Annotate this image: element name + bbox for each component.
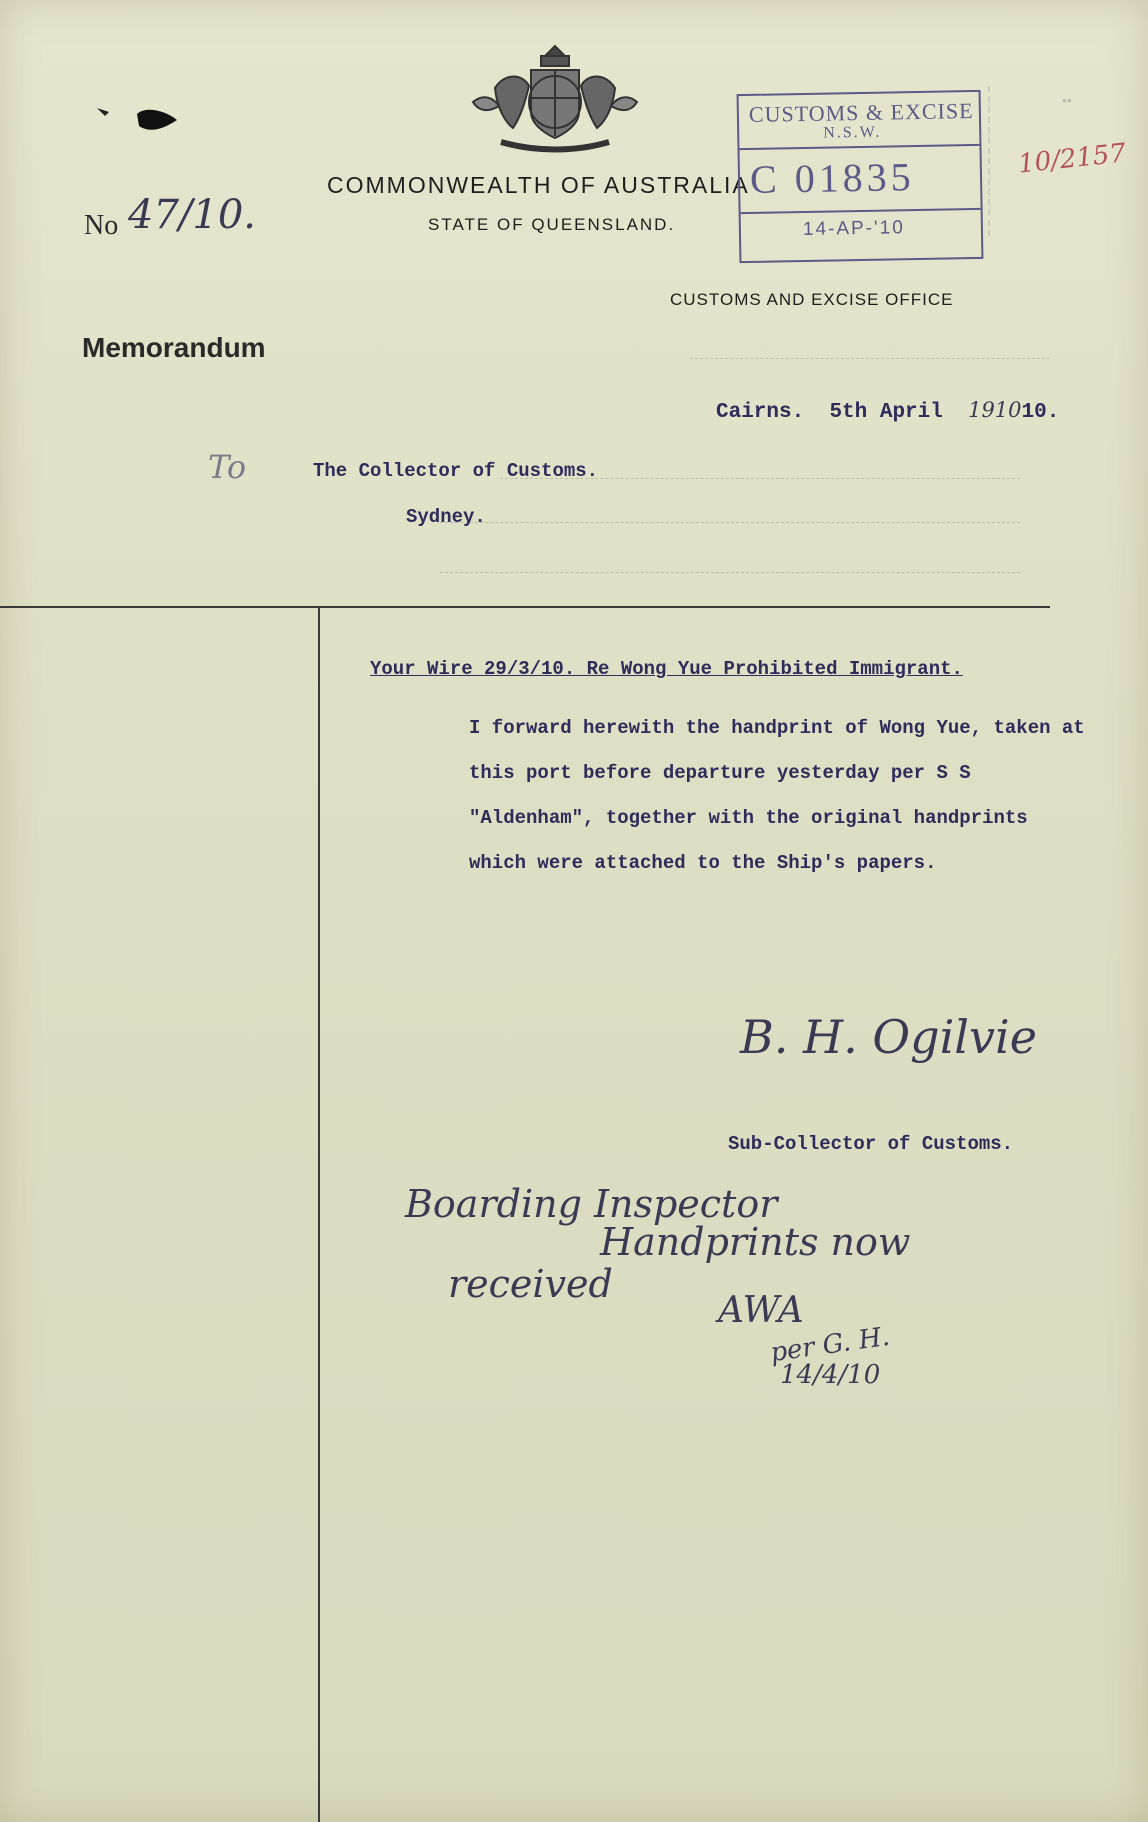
office-heading: CUSTOMS AND EXCISE OFFICE [670,290,954,309]
annotation-line-2: Handprints now [600,1220,911,1264]
date-line [716,398,1059,424]
number-label: No [84,210,119,241]
dotted-line [440,522,1020,523]
annotation-line-1: Boarding Inspector [405,1182,778,1226]
subject-line: Your Wire 29/3/10. Re Wong Yue Prohibited Immigrant. [370,658,963,680]
signature-title: Sub-Collector of Customs. [728,1133,1014,1155]
received-stamp [737,90,984,263]
margin-rule [318,606,320,1822]
royal-coat-of-arms-icon [465,42,645,157]
annotation-date: 14/4/10 [780,1360,881,1390]
annotation-initials: AWA [718,1290,804,1331]
handwritten-signature: B. H. Ogilvie [740,1010,1037,1064]
body-paragraph [334,706,1094,886]
dotted-line [690,358,1050,359]
stamp-state: N.S.W. [823,123,882,142]
annotation-line-3: received [448,1262,613,1306]
faded-stamp: •• [988,86,1140,236]
dotted-line [440,572,1020,573]
date-place: Cairns. [716,401,805,424]
stamp-divider [741,208,981,214]
memorandum-title: Memorandum [82,332,266,363]
state-heading: STATE OF QUEENSLAND. [428,215,676,234]
stamp-date: 14-AP-'10 [802,217,905,241]
annotation-per: per G. H. [768,1321,892,1369]
addressee-name: The Collector of Customs. [313,460,599,482]
handwritten-file-number: 47/10. [128,192,256,238]
stamp-number: C 01835 [749,154,916,202]
horizontal-rule [0,606,1050,608]
body-text: I forward herewith the handprint of Wong Yue, taken at this port before departure yesterday per S S "Aldenham", together with the original handprints which were attached to the Ship's papers. [469,717,1085,874]
red-file-reference: 10/2157 [1016,138,1128,180]
stamp-divider [739,144,979,150]
date-day: 5th April [829,401,943,424]
commonwealth-heading: COMMONWEALTH OF AUSTRALIA [327,172,750,198]
date-year-hand: 1910 [968,398,1022,422]
date-year-typed: 10. [1021,401,1060,424]
stamp-department: CUSTOMS & EXCISE [748,98,974,127]
to-label: To [208,448,247,486]
addressee-city: Sydney. [406,506,486,528]
ink-blot-icon [95,100,185,140]
